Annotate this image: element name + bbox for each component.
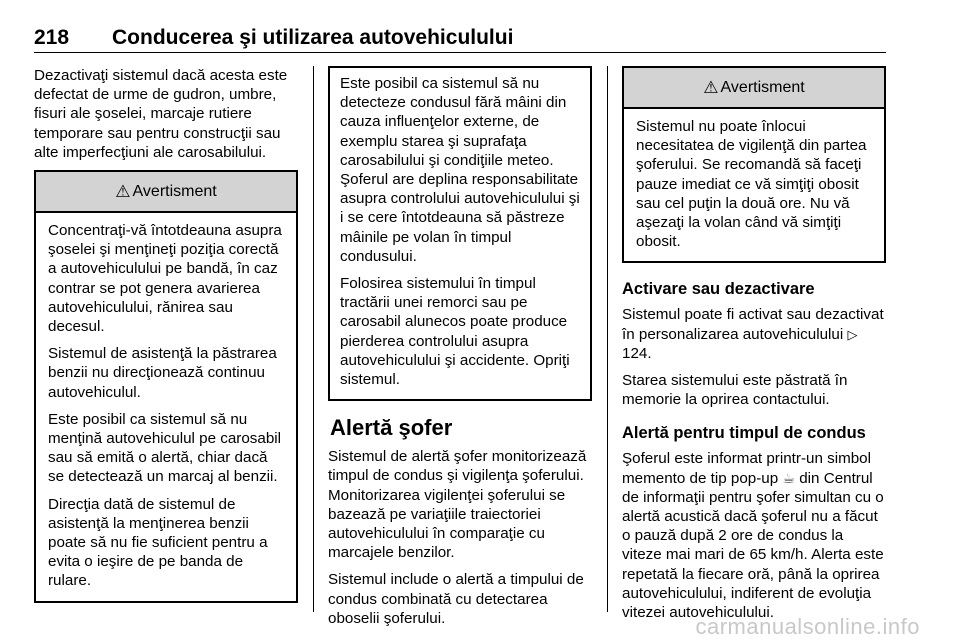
warning-body (624, 109, 884, 261)
section-heading-activation: Activare sau dezactivare (622, 280, 815, 299)
page-title: Conducerea şi utilizarea autovehiculului (112, 26, 514, 49)
body-paragraph: Starea sistemului este păstrată în memorie la oprirea contactului. (622, 372, 848, 409)
warning-box-fatigue (622, 66, 886, 263)
intro-paragraph: Dezactivaţi sistemul dacă acesta este defectat de urme de gudron, umbre, fisuri ale şoselei, marcaje rutiere temporare sau pentru construcţii sau alte imperfecţiuni ale carosabilului. (34, 67, 288, 161)
warning-paragraph: Direcţia dată de sistemul de asistenţă la menţinerea benzii poate să nu fie suficient pentru a evita o ieşire de pe banda de rulare. (48, 495, 268, 590)
page-number: 218 (34, 26, 70, 49)
watermark: carmanualsonline.info (695, 614, 920, 639)
column-divider (607, 66, 608, 612)
warning-paragraph: Sistemul de asistenţă la păstrarea benzii nu direcţionează continuu autovehiculul. (48, 345, 277, 401)
warning-title: Avertisment (720, 78, 805, 96)
section-heading-driving-time-alert: Alertă pentru timpul de condus (622, 424, 866, 443)
box-paragraph: Este posibil ca sistemul să nu detecteze condusul fără mâini din cauza influenţelor externe, de exemplu starea şi suprafaţa carosabilului şi condiţiile meteo. Şoferul are deplina responsabilitate asupra controlului autovehiculului şi i se cere întotdeauna să păstreze mâinile pe volan în timpul condusului. (340, 75, 580, 265)
warning-paragraph: Concentraţi-vă întotdeauna asupra şoselei şi menţineţi poziţia corectă a autovehiculului pe bandă, în caz contrar se pot genera avarierea autovehiculului, rănirea sau decesul. (48, 222, 282, 336)
alert-text-before: Şoferul este informat printr-un simbol memento de tip pop-up (622, 450, 872, 487)
warning-paragraph: Sistemul nu poate înlocui necesitatea de vigilenţă din partea şoferului. Se recomandă să faceţi pauze imediat ce vă simţiţi obosit sau cel puţin la două ore. Nu vă aşezaţi la volan când vă simţiţi obosit. (636, 118, 867, 251)
body-paragraph: Sistemul include o alertă a timpului de condus combinată cu detectarea oboselii şoferului. (328, 571, 584, 627)
coffee-cup-icon: ☕ (782, 469, 795, 486)
warning-title: Avertisment (132, 182, 217, 200)
page-header (34, 24, 886, 53)
column-middle (328, 66, 592, 636)
warning-box-continued (328, 66, 592, 401)
warning-icon: ⚠ (703, 77, 719, 97)
page-reference[interactable]: 124. (622, 344, 652, 362)
page-reference-arrow-icon: ▷ (847, 326, 858, 342)
warning-header (36, 172, 296, 213)
warning-header (624, 68, 884, 109)
body-paragraph: Sistemul de alertă şofer monitorizează timpul de condus şi vigilenţa şoferului. Monitorizarea vigilenţei şoferului se bazează pe variaţiile traiectoriei autovehiculului în comparaţie cu marcajele benzilor. (328, 448, 587, 562)
warning-body (36, 213, 296, 601)
column-divider (313, 66, 314, 612)
alert-text-after: din Centrul de informaţii pentru şofer simultan cu o alertă acustică dacă şoferul nu a făcut o pauză după 2 ore de condus la viteze mai mari de 65 km/h. Alerta este repetată la fiecare oră, până la oprirea autovehiculului, indiferent de evoluţia vitezei autovehiculului. (622, 469, 884, 622)
column-right (622, 66, 886, 630)
activation-text: Sistemul poate fi activat sau dezactivat în personalizarea autovehiculului (622, 306, 884, 343)
warning-box-lane-assist (34, 170, 298, 603)
warning-paragraph: Este posibil ca sistemul să nu menţină autovehiculul pe carosabil sau să emită o alertă, chiar dacă se detectează un marcaj al benzii. (48, 410, 282, 486)
section-heading-driver-alert: Alertă şofer (330, 415, 453, 441)
box-paragraph: Folosirea sistemului în timpul tractării unei remorci sau pe carosabil alunecos poate produce pierderea controlului asupra autovehiculului şi accidente. Opriţi sistemul. (340, 275, 570, 389)
warning-icon: ⚠ (115, 181, 131, 201)
column-left (34, 66, 298, 603)
body-paragraph (622, 305, 886, 363)
body-paragraph (622, 449, 886, 622)
